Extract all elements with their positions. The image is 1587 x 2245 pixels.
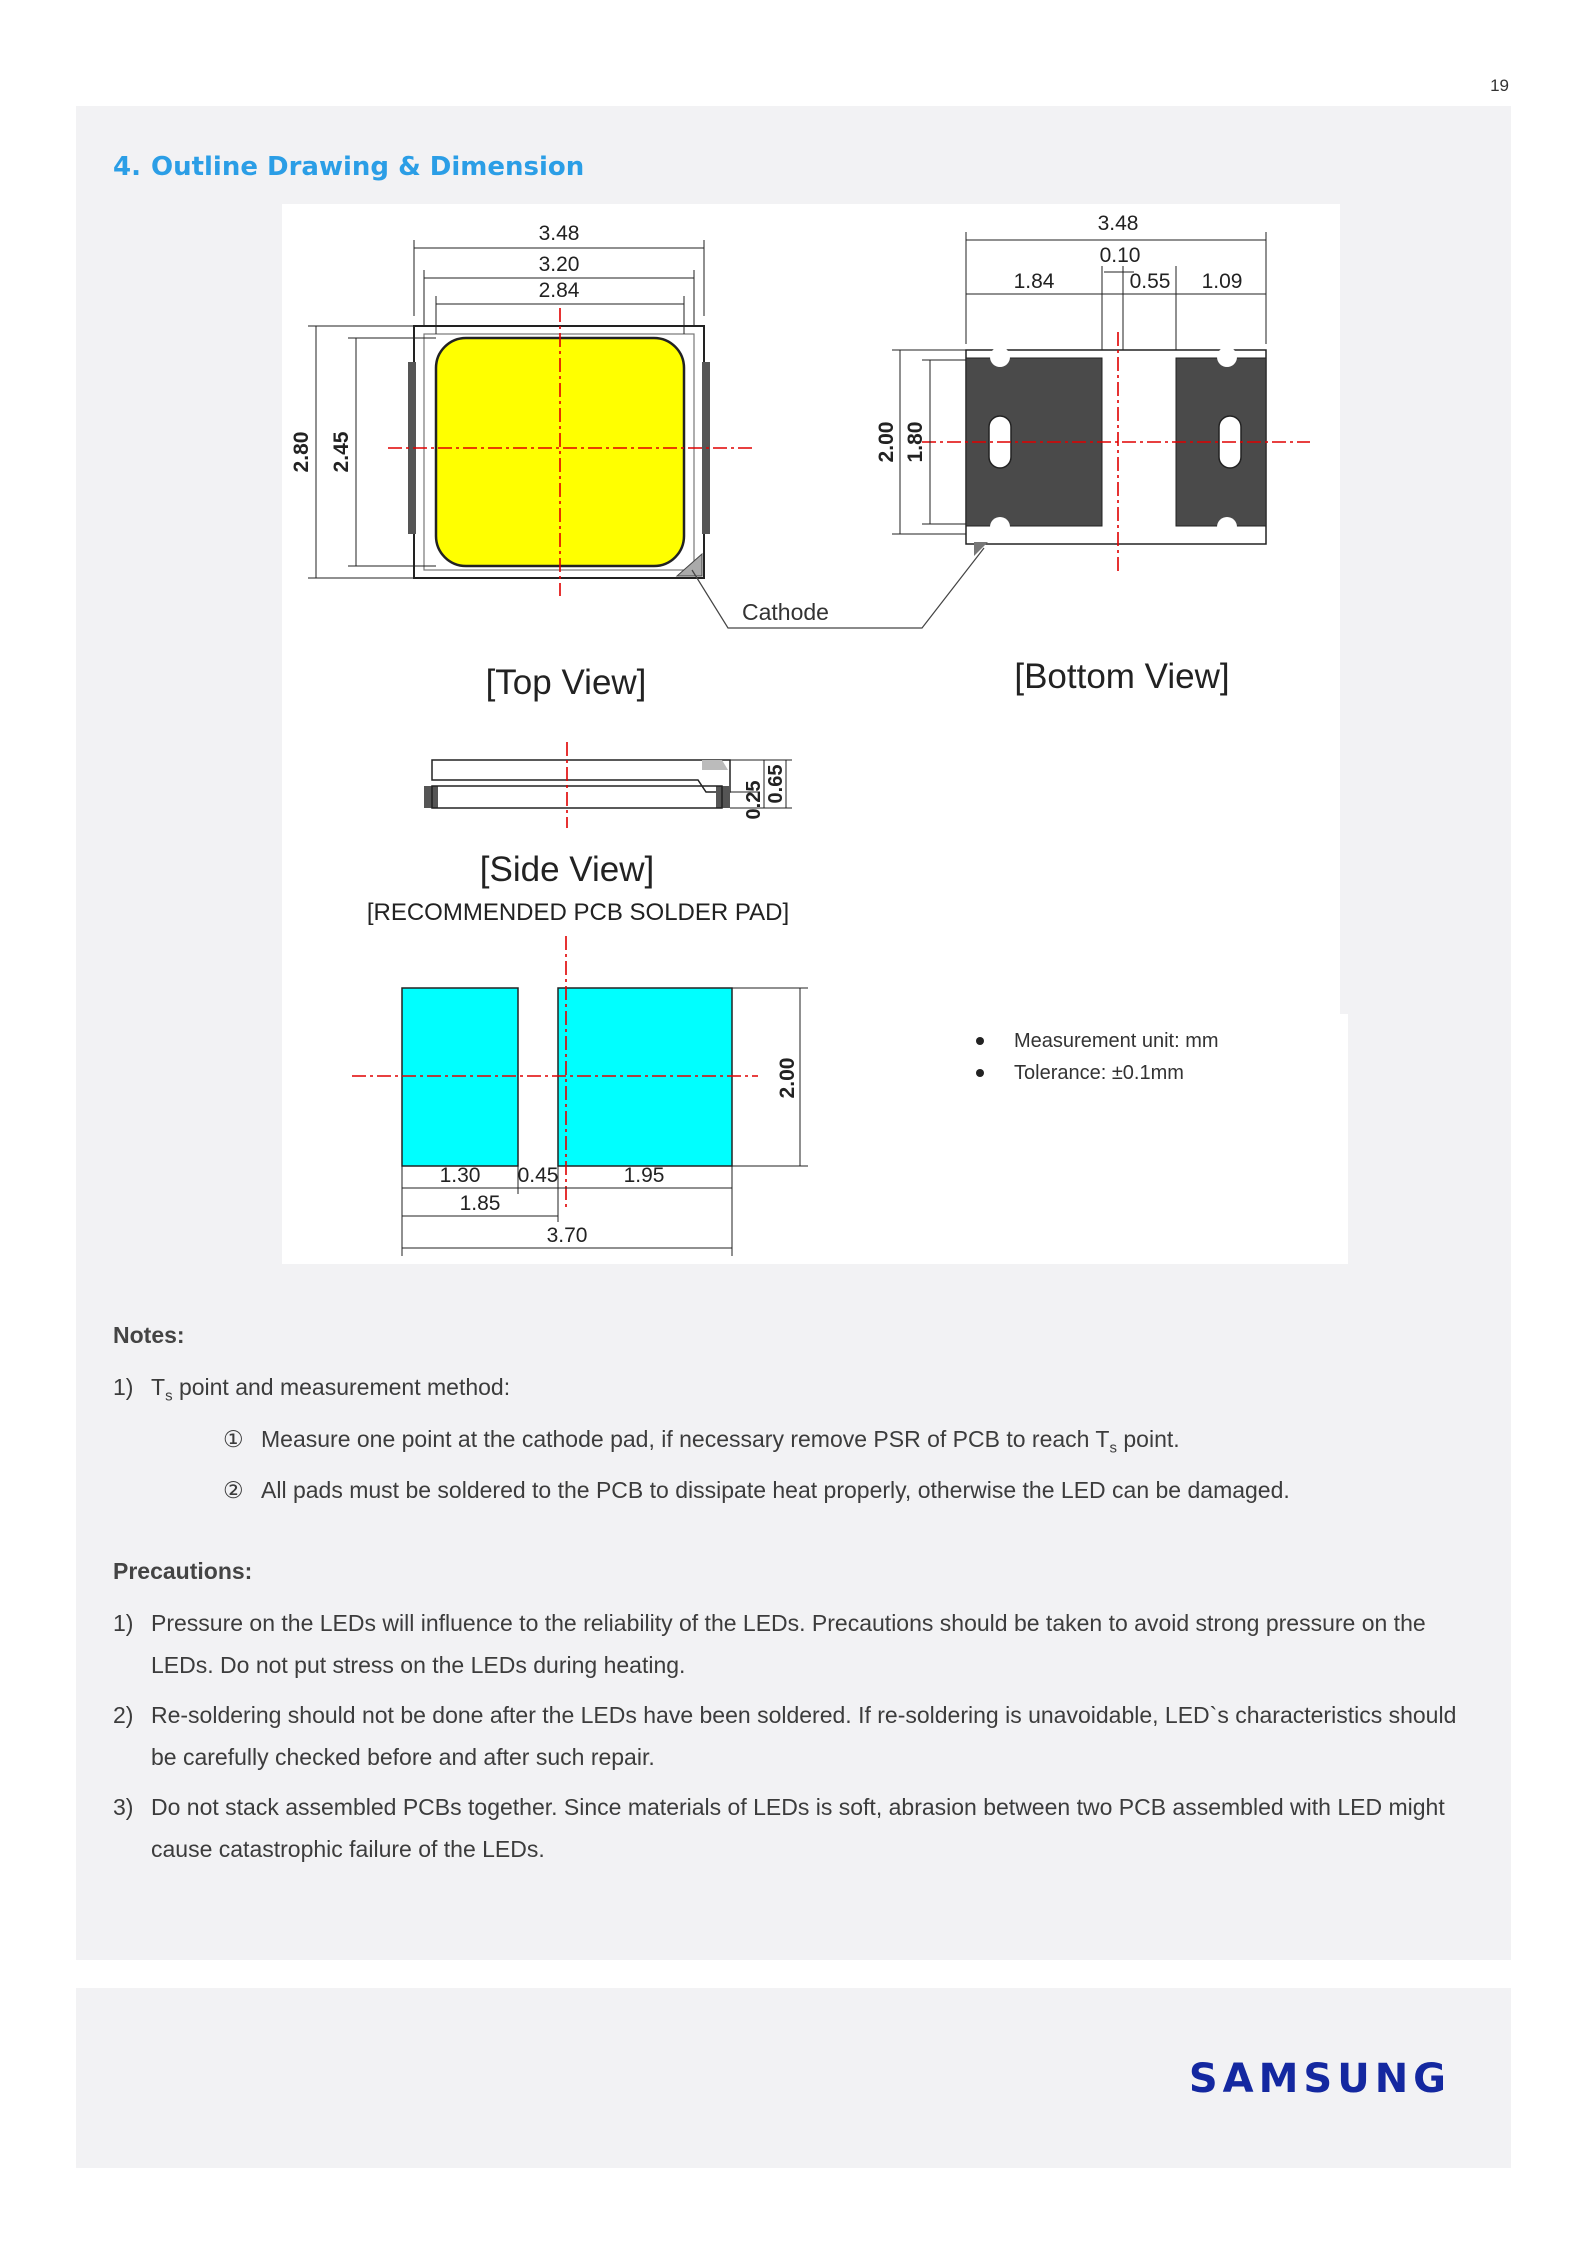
note-index: 1) xyxy=(113,1374,134,1400)
top-dim-2-45: 2.45 xyxy=(330,431,353,473)
notes-heading: Notes: xyxy=(113,1322,185,1348)
side-dim-0-25: 0.25 xyxy=(743,780,765,820)
section-title-text: Outline Drawing & Dimension xyxy=(150,152,585,182)
top-dim-3-48: 3.48 xyxy=(538,222,580,245)
precaution-text: Re-soldering should not be done after the LEDs have been soldered. If re-soldering is unavoidable, LED`s characteristics should be carefully checked before and after such repair. xyxy=(151,1702,1457,1770)
bottom-dim-1-80: 1.80 xyxy=(904,421,927,463)
precaution-index: 1) xyxy=(113,1610,134,1636)
precaution-item xyxy=(113,1786,1483,1870)
pad-dim-2-00: 2.00 xyxy=(776,1057,799,1099)
precaution-text: Pressure on the LEDs will influence to the reliability of the LEDs. Precautions should be taken to avoid strong pressure on the LEDs. Do not put stress on the LEDs during heating. xyxy=(151,1610,1426,1678)
pad-dim-1-85: 1.85 xyxy=(459,1192,501,1215)
footer-panel xyxy=(76,1988,1511,2168)
section-title xyxy=(113,152,584,182)
section-number: 4. xyxy=(113,152,141,182)
precaution-index: 3) xyxy=(113,1794,134,1820)
pad-dim-0-45: 0.45 xyxy=(517,1164,559,1187)
pad-dim-3-70: 3.70 xyxy=(546,1224,588,1247)
bottom-dim-1-84: 1.84 xyxy=(1013,270,1055,293)
note-item xyxy=(113,1366,1483,1418)
pad-dim-1-95: 1.95 xyxy=(623,1164,665,1187)
precaution-text: Do not stack assembled PCBs together. Since materials of LEDs is soft, abrasion between two PCB assembled with LED might cause catastrophic failure of the LEDs. xyxy=(151,1794,1445,1862)
bottom-view-label: [Bottom View] xyxy=(1014,657,1230,696)
bottom-dim-2-00: 2.00 xyxy=(875,421,898,463)
note-sub-text: Measure one point at the cathode pad, if necessary remove PSR of PCB to reach $T_s$ point. xyxy=(261,1425,1180,1457)
content-panel xyxy=(76,106,1511,1960)
precautions-list xyxy=(113,1602,1483,1878)
note-sub-marker: ① xyxy=(223,1425,244,1452)
note-text: $T_s$ point and measurement method: xyxy=(151,1374,511,1405)
top-dim-2-80: 2.80 xyxy=(290,431,313,473)
precaution-index: 2) xyxy=(113,1702,134,1728)
bottom-dim-0-55: 0.55 xyxy=(1129,270,1171,293)
spec-tolerance: Tolerance: ±0.1mm xyxy=(1014,1062,1184,1084)
precaution-item xyxy=(113,1694,1483,1778)
side-view-label: [Side View] xyxy=(479,850,655,889)
note-sub-text: All pads must be soldered to the PCB to dissipate heat properly, otherwise the LED can be damaged. xyxy=(261,1477,1290,1504)
top-view-label: [Top View] xyxy=(485,663,647,702)
pcb-pad-label: [RECOMMENDED PCB SOLDER PAD] xyxy=(366,899,790,926)
side-dim-0-65: 0.65 xyxy=(765,764,787,804)
note-sub-item xyxy=(113,1469,1483,1511)
page-number: 19 xyxy=(1490,76,1509,95)
note-sub-marker: ② xyxy=(223,1477,244,1504)
top-dim-2-84: 2.84 xyxy=(538,279,580,302)
bottom-dim-1-09: 1.09 xyxy=(1201,270,1243,293)
note-sub-item xyxy=(113,1418,1483,1470)
bottom-dim-3-48: 3.48 xyxy=(1097,212,1139,235)
precautions-heading: Precautions: xyxy=(113,1558,253,1584)
pad-dim-1-30: 1.30 xyxy=(439,1164,481,1187)
samsung-logo: SAMSUNG xyxy=(1188,2056,1451,2102)
precaution-item xyxy=(113,1602,1483,1686)
cathode-label: Cathode xyxy=(742,599,829,625)
bottom-dim-0-10: 0.10 xyxy=(1099,244,1141,267)
top-dim-3-20: 3.20 xyxy=(538,253,580,276)
notes-list xyxy=(113,1366,1483,1511)
spec-unit: Measurement unit: mm xyxy=(1014,1030,1219,1052)
outline-drawing xyxy=(282,204,1348,1264)
